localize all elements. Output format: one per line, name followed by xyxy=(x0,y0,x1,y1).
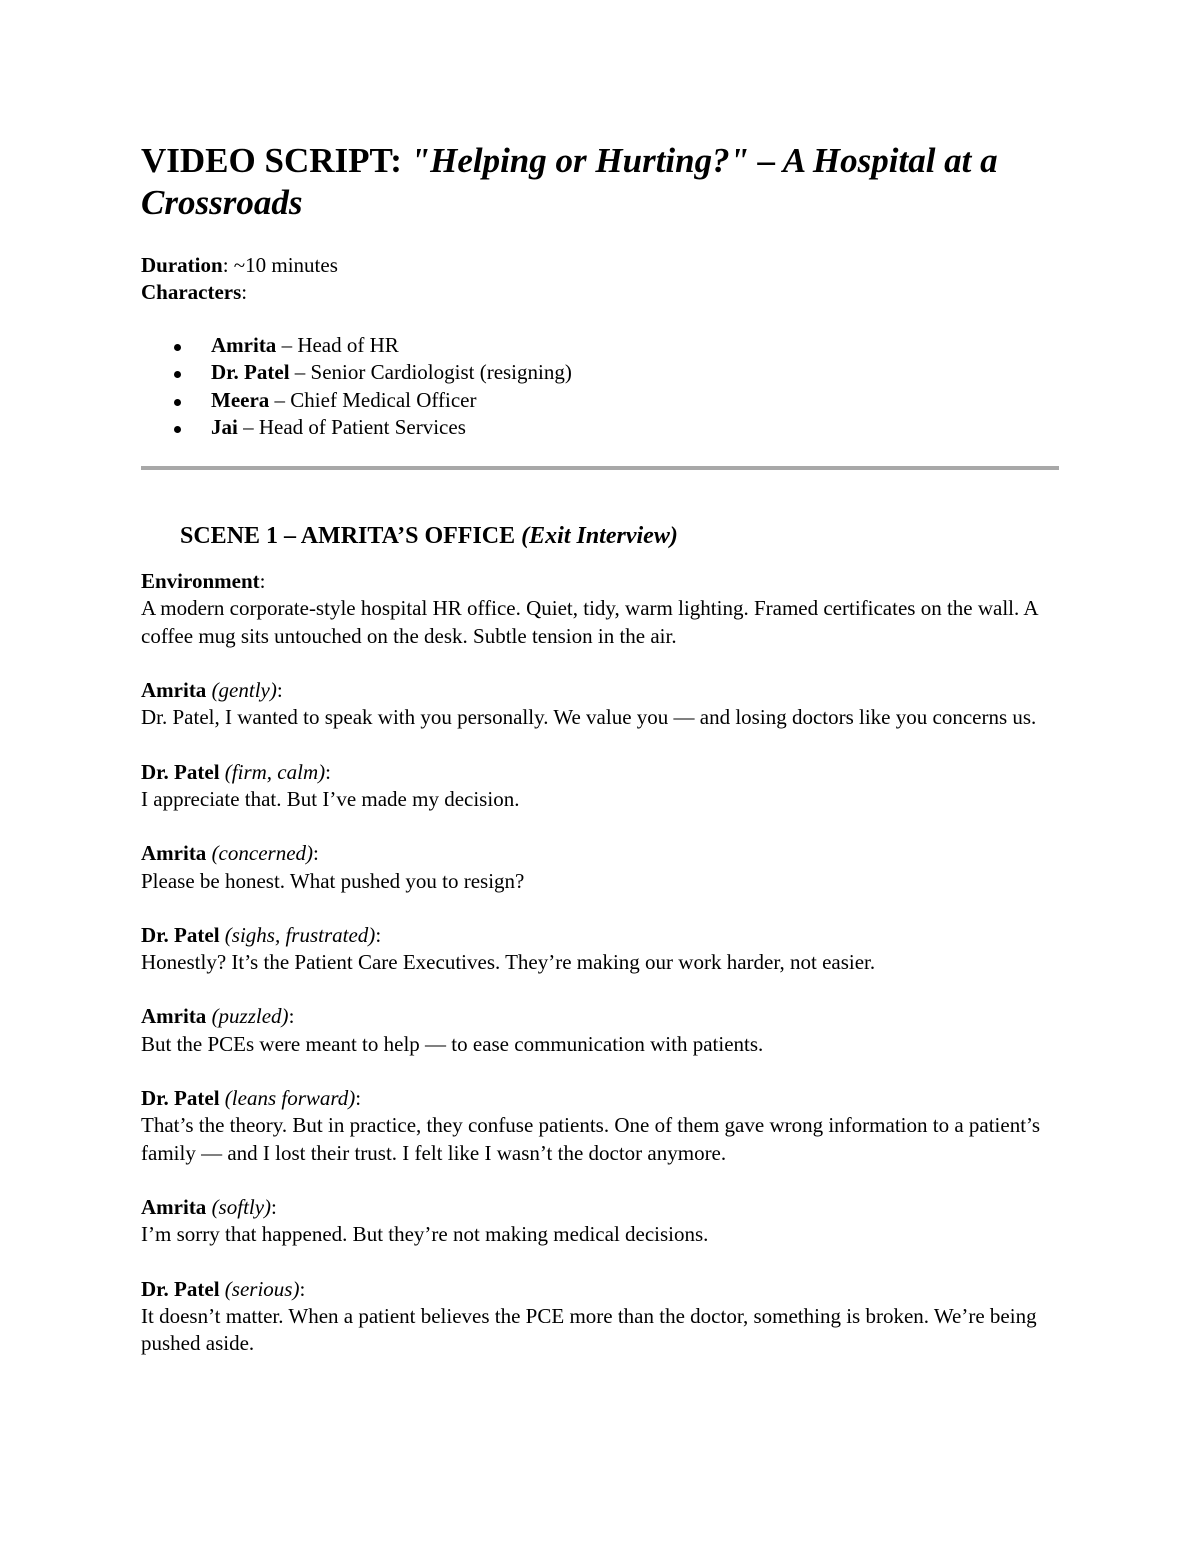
scene-heading-italic: (Exit Interview) xyxy=(521,523,678,550)
dialogue-cue: Dr. Patel (firm, calm): xyxy=(141,759,331,784)
dialogue-line: That’s the theory. But in practice, they confuse patients. One of them gave wrong information to a patient’s family — and I lost their trust. I felt like I wasn’t the doctor anymore. xyxy=(141,1113,1041,1165)
title-lead: VIDEO SCRIPT: xyxy=(141,141,411,180)
dialogue-cue: Dr. Patel (sighs, frustrated): xyxy=(141,922,382,947)
duration-value: : ~10 minutes xyxy=(222,253,338,277)
character-list xyxy=(141,332,1061,441)
character-role: – Senior Cardiologist (resigning) xyxy=(289,360,572,385)
character-item xyxy=(141,387,1061,414)
dialogue-block xyxy=(141,1085,1061,1167)
script-title xyxy=(141,140,1061,224)
character-item xyxy=(141,414,1061,441)
scene-heading-text: SCENE 1 – AMRITA’S OFFICE xyxy=(180,523,522,550)
stage-direction: (firm, calm) xyxy=(224,759,326,784)
character-name: Amrita xyxy=(211,333,277,357)
environment-label: Environment xyxy=(141,569,260,594)
horizontal-divider xyxy=(141,466,1059,470)
character-role: – Head of Patient Services xyxy=(237,414,466,439)
document-page xyxy=(141,140,1061,1357)
character-item xyxy=(141,332,1061,359)
duration-label: Duration xyxy=(141,253,223,277)
speaker-name: Dr. Patel xyxy=(141,759,220,784)
dialogue-line: Dr. Patel, I wanted to speak with you personally. We value you — and losing doctors like you concerns us. xyxy=(141,705,1037,730)
duration-line xyxy=(141,252,1061,279)
speaker-name: Dr. Patel xyxy=(141,1276,220,1301)
bullet-icon xyxy=(174,344,181,351)
stage-direction: (gently) xyxy=(211,678,277,703)
stage-direction: (concerned) xyxy=(211,841,314,866)
characters-label: Characters xyxy=(141,280,242,304)
environment-colon: : xyxy=(259,569,266,594)
dialogue-block xyxy=(141,759,1061,814)
environment-heading xyxy=(141,568,1061,595)
dialogue-cue: Amrita (puzzled): xyxy=(141,1004,295,1029)
dialogue-line: I appreciate that. But I’ve made my decision. xyxy=(141,786,520,811)
dialogue-line: Honestly? It’s the Patient Care Executives. They’re making our work harder, not easier. xyxy=(141,950,876,975)
character-role: – Head of HR xyxy=(276,333,399,357)
dialogue-block xyxy=(141,922,1061,977)
speaker-name: Amrita xyxy=(141,1194,207,1219)
title-italic: "Helping or Hurting?" – A Hospital at a Crossroads xyxy=(141,141,998,222)
bullet-icon xyxy=(174,426,181,433)
dialogue-block xyxy=(141,1003,1061,1058)
dialogue-line: Please be honest. What pushed you to resign? xyxy=(141,868,525,893)
dialogue-block xyxy=(141,840,1061,895)
characters-colon: : xyxy=(241,280,248,304)
dialogue-line: I’m sorry that happened. But they’re not making medical decisions. xyxy=(141,1222,709,1247)
characters-line xyxy=(141,279,1061,306)
dialogue-block xyxy=(141,677,1061,732)
bullet-icon xyxy=(174,399,181,406)
dialogue-cue: Amrita (softly): xyxy=(141,1194,277,1219)
dialogue-line: It doesn’t matter. When a patient believes the PCE more than the doctor, something is broken. We’re being pushed aside. xyxy=(141,1303,1037,1356)
speaker-name: Dr. Patel xyxy=(141,1086,220,1111)
environment-block xyxy=(141,568,1061,650)
speaker-name: Amrita xyxy=(141,841,207,866)
dialogue-cue: Dr. Patel (serious): xyxy=(141,1276,306,1301)
stage-direction: (serious) xyxy=(224,1276,300,1301)
bullet-icon xyxy=(174,371,181,378)
stage-direction: (softly) xyxy=(211,1194,272,1219)
speaker-name: Amrita xyxy=(141,1004,207,1029)
dialogue-block xyxy=(141,1194,1061,1249)
scene-heading xyxy=(141,521,1061,551)
dialogue-block xyxy=(141,1276,1061,1358)
character-role: – Chief Medical Officer xyxy=(269,387,477,412)
speaker-name: Amrita xyxy=(141,678,207,703)
character-item xyxy=(141,359,1061,386)
character-name: Jai xyxy=(211,414,238,439)
stage-direction: (puzzled) xyxy=(211,1004,289,1029)
stage-direction: (sighs, frustrated) xyxy=(224,922,376,947)
stage-direction: (leans forward) xyxy=(224,1086,356,1111)
dialogue-cue: Dr. Patel (leans forward): xyxy=(141,1086,362,1111)
character-name: Meera xyxy=(211,387,270,412)
dialogue-cue: Amrita (gently): xyxy=(141,678,283,703)
environment-text: A modern corporate-style hospital HR office. Quiet, tidy, warm lighting. Framed certificates on the wall. A coffee mug sits untouched on the desk. Subtle tension in the air. xyxy=(141,596,1038,648)
character-name: Dr. Patel xyxy=(211,360,290,385)
script-meta xyxy=(141,252,1061,306)
dialogue-cue: Amrita (concerned): xyxy=(141,841,319,866)
dialogue-line: But the PCEs were meant to help — to ease communication with patients. xyxy=(141,1031,764,1056)
speaker-name: Dr. Patel xyxy=(141,922,220,947)
